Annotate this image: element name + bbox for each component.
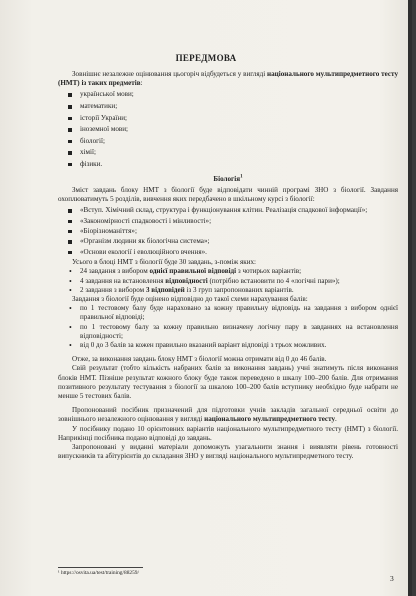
task-text: 4 завдання на встановлення xyxy=(80,276,166,285)
list-item: біології; xyxy=(80,136,398,148)
page-number: 3 xyxy=(390,574,394,583)
task-text: із 3 груп запропонованих варіантів. xyxy=(184,285,294,294)
list-item xyxy=(80,267,398,276)
result-paragraph: Свій результат (тобто кількість набраних балів за виконання завдань) учні знатимуть після виконання блоків НМТ. Пізніше результат кожного блоку буде також переведено в шкалу 100–200 балів. Для отримання позитивного результату тестування з біології за шкалою 100–200 балів вступнику необхідно буде набрати не менше 5 тестових балів. xyxy=(58,364,398,401)
list-item: українськoї мови; xyxy=(80,89,398,101)
tasks-intro: Усього в блоці НМТ з біології буде 30 завдань, з-поміж яких: xyxy=(72,258,257,267)
intro-paragraph xyxy=(58,70,398,88)
subjects-list xyxy=(58,89,398,170)
task-text: (потрібно встановити по 4 «логічні пари»); xyxy=(207,276,340,285)
list-item: «Біорізноманіття»; xyxy=(80,226,398,236)
sections-list xyxy=(58,205,398,257)
tasks-list xyxy=(58,267,398,295)
purpose-text: Пропонований посібник призначений для підготовки учнів закладів загальної середньої освіти до зовнішнього незалежного оцінювання у вигляді xyxy=(58,406,398,424)
section-title-text: Біологія xyxy=(213,174,241,183)
purpose-bold-text: національного мультипредметного тесту xyxy=(204,415,336,424)
list-item: хімії; xyxy=(80,147,398,159)
final-paragraph: Запропоновані у виданні матеріали допоможуть узагальнити знання і виявляти рівень готовності випускників та абітурієнтів до складання ЗНО у вигляді національного мультипредметного тесту. xyxy=(58,443,398,461)
scoring-intro: Завдання з біології буде оцінено відповідно до такої схеми нарахування балів: xyxy=(72,295,308,304)
list-item: • від 0 до 3 балів за кожен правильно вказаний варіант відповіді з трьох можливих. xyxy=(80,341,398,350)
max-score-paragraph: Отже, за виконання завдань блоку НМТ з біології можна отримати від 0 до 46 балів. xyxy=(72,355,327,364)
list-item: іноземної мови; xyxy=(80,124,398,136)
task-bold-text: 3 відповідей xyxy=(145,285,185,294)
footnote-divider xyxy=(58,567,143,568)
list-item xyxy=(80,277,398,286)
document-body xyxy=(58,70,398,461)
list-item: • по 1 тестовому балу буде нараховано за кожну правильну відповідь на завдання з вибором однієї правильної відповіді; xyxy=(80,304,398,322)
footnote: ¹ https://osvita.ua/test/training/88259/ xyxy=(58,570,139,576)
footnote-marker: 1 xyxy=(240,174,243,180)
section-title xyxy=(58,175,398,184)
page-title: ПЕРЕДМОВА xyxy=(175,53,237,63)
list-item: • по 1 тестовому балу за кожну правильно визначену логічну пару в завданнях на встановлення відповідності; xyxy=(80,323,398,341)
purpose-paragraph xyxy=(58,406,398,424)
list-item: історії України; xyxy=(80,113,398,125)
list-item: математики; xyxy=(80,101,398,113)
intro-colon: : xyxy=(140,79,143,88)
task-text: 24 завдання з вибором xyxy=(80,267,150,276)
content-paragraph: Зміст завдань блоку НМТ з біології буде відповідати чинній програмі ЗНО з біології. Завдання охоплюватимуть 5 розділів, вивчення яких передбачено в шкільному курсі з біології: xyxy=(58,185,398,203)
task-bold-text: однієї правильної відповіді xyxy=(149,267,237,276)
list-item: «Основи екології і еволюційного вчення». xyxy=(80,247,398,257)
list-item: фізики. xyxy=(80,159,398,171)
task-text: з чотирьох варіантів; xyxy=(236,267,302,276)
page-edge-shadow xyxy=(408,0,412,596)
list-item: «Вступ. Хімічний склад, структура і функціонування клітин. Реалізація спадкової інформації»; xyxy=(80,205,398,215)
list-item: «Організм людини як біологічна система»; xyxy=(80,236,398,246)
purpose-period: . xyxy=(335,415,337,424)
tests-paragraph: У посібнику подано 10 орієнтовних варіантів національного мультипредметного тесту (НМТ) з біології. Наприкінці посібника подано відповіді до завдань. xyxy=(58,424,398,442)
intro-bold-text: національного мультипредметного тесту (НМТ) із таких предметів xyxy=(58,70,398,88)
intro-text: Зовнішнє незалежне оцінювання цьогоріч відбудеться у вигляді xyxy=(72,70,268,78)
scoring-list xyxy=(58,304,398,350)
task-text: 2 завдання з вибором xyxy=(80,285,146,294)
list-item: «Закономірності спадковості і мінливості»; xyxy=(80,216,398,226)
list-item xyxy=(80,286,398,295)
task-bold-text: відповідності xyxy=(165,276,208,285)
